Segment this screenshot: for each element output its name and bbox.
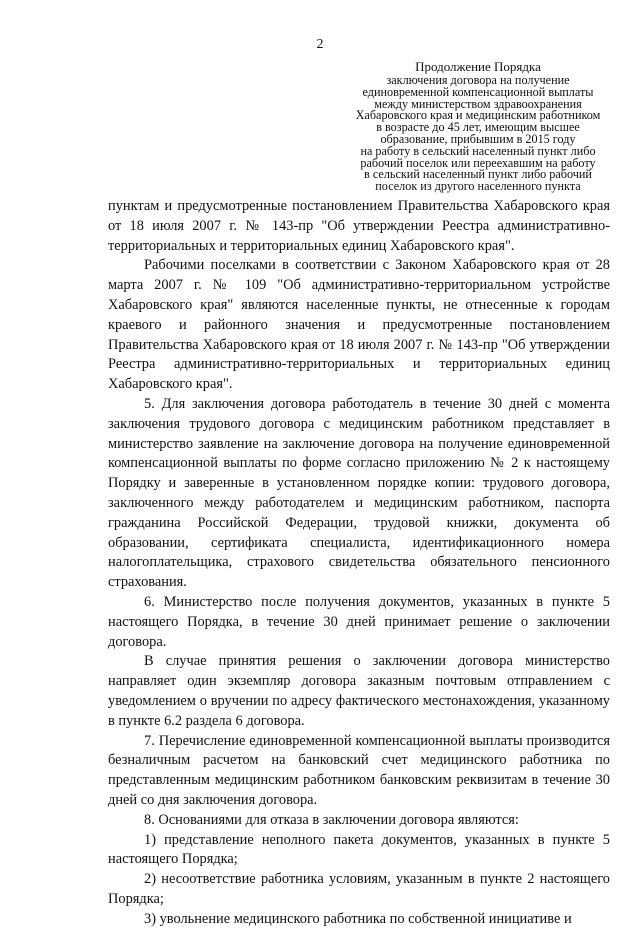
header-line: единовременной компенсационной выплаты — [362, 84, 594, 99]
header-line: образование, прибывшим в 2015 году — [380, 131, 576, 146]
header-line: в сельский населенный пункт либо рабочий — [364, 167, 592, 182]
header-line: поселок из другого населенного пункта — [375, 179, 581, 194]
header-title: Продолжение Порядка — [415, 59, 541, 74]
paragraph-item-5: 5. Для заключения договора работодатель в течение 30 дней с момента заключения трудового договора с медицинским работником представляет в министерство заявление на заключение договора на получение единовременной компенсационной выплаты по форме согласно приложению № 2 к настоящему Порядку и заверенные в установленном порядке копии: трудового договора, заключенного между работодателем и медицинским работником, паспорта гражданина Российской Федерации, трудовой книжки, документа об образовании, сертификата специалиста, идентификационного номера налогоплательщика, страхового свидетельства обязательного пенсионного страхования. — [108, 395, 610, 591]
paragraph-workers-settlements: Рабочими поселками в соответствии с Законом Хабаровского края от 28 марта 2007 г. № 109 "Об административно-территориальном устройстве Хабаровского края" являются населенные пункты, не отнесенные к городам краевого и районного значения и предусмотренные постановлением Правительства Хабаровского края от 18 июля 2007 г. № 143-пр "Об утверждении Реестра административно-территориальных и территориальных единиц Хабаровского края". — [108, 257, 610, 393]
paragraph-item-8: 8. Основаниями для отказа в заключении договора являются: — [144, 811, 519, 828]
header-line: заключения договора на получение — [386, 73, 570, 87]
paragraph-item-7: 7. Перечисление единовременной компенсационной выплаты производится безналичным расчетом на банковский счет медицинского работника по представленным медицинским работником банковским реквизитам в течение 30 дней со дня заключения договора. — [108, 732, 610, 808]
header-line: между министерством здравоохранения — [374, 96, 582, 111]
header-line: Хабаровского края и медицинским работником — [355, 108, 601, 123]
header-line: рабочий поселок или переехавшим на работу — [360, 155, 596, 170]
paragraph-item-6: 6. Министерство после получения документов, указанных в пункте 5 настоящего Порядка, в течение 30 дней принимает решение о заключении договора. — [108, 593, 610, 650]
document-body — [108, 197, 610, 929]
paragraph-item-6-decision: В случае принятия решения о заключении договора министерство направляет один экземпляр договора заказным почтовым отправлением с уведомлением о вручении по адресу фактического местонахождения, указанному в пункте 6.2 раздела 6 договора. — [108, 653, 610, 729]
paragraph-item-8-3: 3) увольнение медицинского работника по собственной инициативе и — [144, 910, 572, 927]
header-line: на работу в сельский населенный пункт либо — [360, 143, 596, 158]
page-number: 2 — [316, 37, 324, 52]
document-header — [352, 60, 604, 193]
paragraph-item-8-1: 1) представление неполного пакета документов, указанных в пункте 5 настоящего Порядка; — [108, 831, 610, 868]
header-line: в возрасте до 45 лет, имеющим высшее — [376, 120, 580, 135]
paragraph-continuation: пунктам и предусмотренные постановлением Правительства Хабаровского края от 18 июля 2007 г. № 143-пр "Об утверждении Реестра административно-территориальных и территориальных единиц Хабаровского края". — [108, 198, 610, 254]
paragraph-item-8-2: 2) несоответствие работника условиям, указанным в пункте 2 настоящего Порядка; — [108, 871, 610, 907]
